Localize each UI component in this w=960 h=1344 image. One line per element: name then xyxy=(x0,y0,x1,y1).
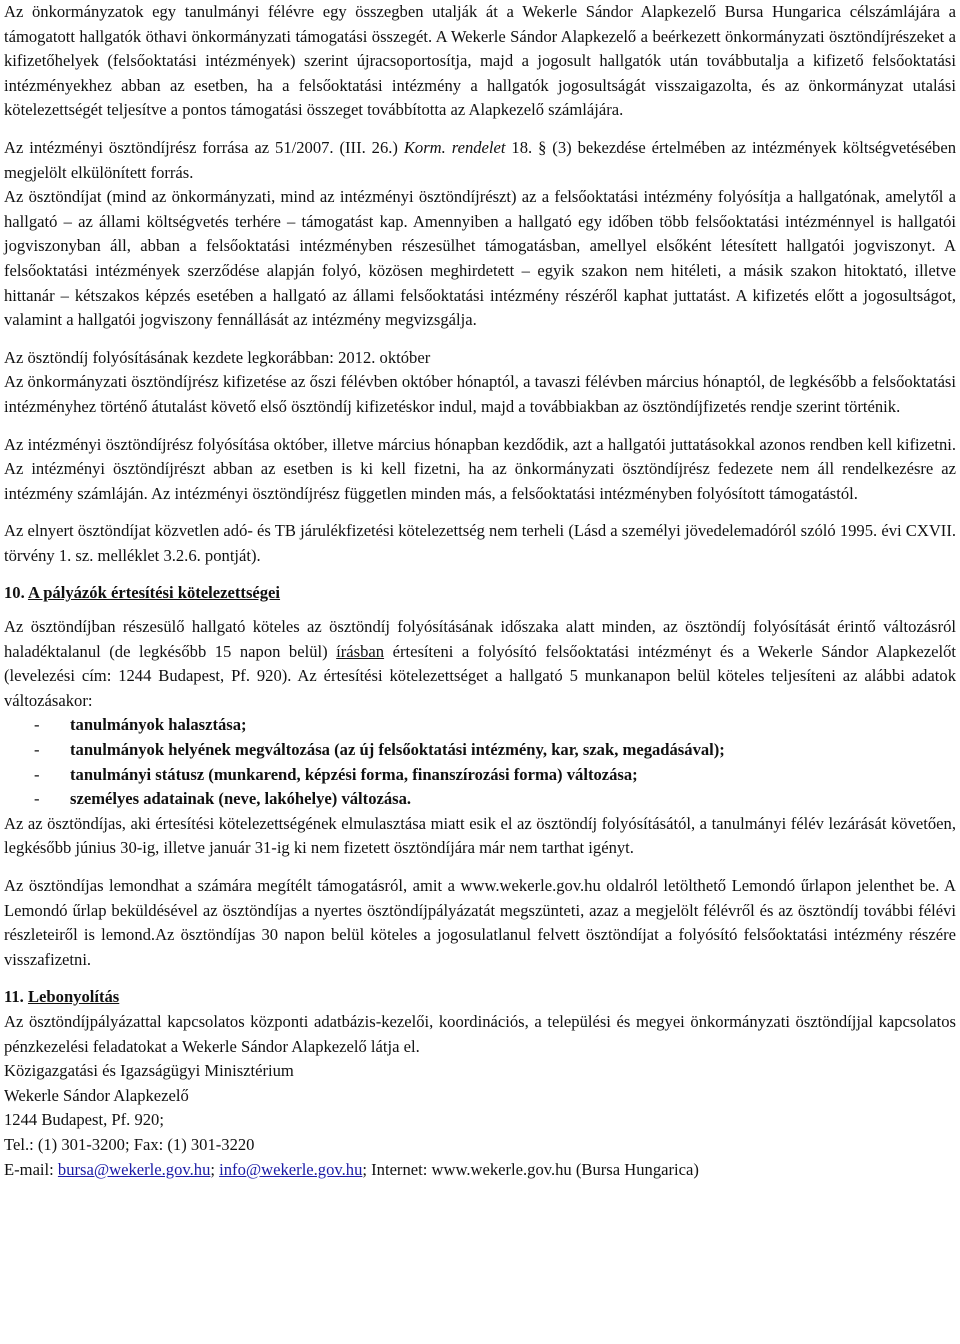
section-heading-10 xyxy=(4,581,956,606)
change-list xyxy=(4,713,956,811)
text-segment: Az ösztöndíjban részesülő hallgató köteles az ösztöndíj folyósításának időszaka alatt minden, az ösztöndíj folyósítását érintő változásról haladéktalanul (de legkésőbb 15 napon belül) xyxy=(4,617,956,661)
paragraph-municipal-payment: Az önkormányzati ösztöndíjrész kifizetése az őszi félévben október hónaptól, a tavaszi félévben március hónaptól, de legkésőbb a felsőoktatási intézményhez történő átutalást követő első ösztöndíj kifizetéskor indul, majd a továbbiakban az ösztöndíjfizetés rendje szerint történik. xyxy=(4,372,956,416)
paragraph-institutional-source xyxy=(4,136,956,185)
section-title: A pályázók értesítési kötelezettségei xyxy=(27,583,281,603)
section-number: 10. xyxy=(4,583,28,603)
text-segment: 18. § (3) bekezdése értelmében az intézmények költségvetésében megjelölt elkülönített forrás. xyxy=(4,137,956,182)
email-link-bursa[interactable]: bursa@wekerle.gov.hu xyxy=(57,1159,211,1179)
document-page xyxy=(4,0,956,1182)
italic-text: Korm. rendelet xyxy=(403,137,506,157)
separator: ; xyxy=(210,1159,220,1179)
dash-bullet: - xyxy=(34,789,40,809)
paragraph-start-date: Az ösztöndíj folyósításának kezdete legkorábban: 2012. október xyxy=(4,347,431,367)
paragraph-notification xyxy=(4,615,956,713)
underlined-text: írásban xyxy=(336,641,385,661)
dash-bullet: - xyxy=(34,740,40,760)
paragraph-tax: Az elnyert ösztöndíjat közvetlen adó- és TB járulékfizetési kötelezettség nem terheli (Lásd a személyi jövedelemadóról szóló 1995. évi CXVII. törvény 1. sz. melléklet 3.2.6. pontját). xyxy=(4,521,956,565)
paragraph-transfer: Az önkormányzatok egy tanulmányi félévre egy összegben utalják át a Wekerle Sándor Alapkezelő Bursa Hungarica célszámlájára a támogatott hallgatók öthavi önkormányzati támogatási összegét. A Wekerle Sándor Alapkezelő a beérkezett önkormányzati ösztöndíjrészeket a kifizetőhelyek (felsőoktatási intézmények) szerint újracsoportosítja, majd a jogosult hallgatók után továbbutalja a kifizető felsőoktatási intézményekhez abban az esetben, ha a felsőoktatási intézmény a hallgatók jogosultságát visszaigazolta, és az önkormányzat utalási kötelezettségét teljesítve a pontos támogatási összeget továbbította az Alapkezelő számlájára. xyxy=(4,2,956,120)
paragraph-administration: Az ösztöndíjpályázattal kapcsolatos központi adatbázis-kezelői, koordinációs, a települési és megyei önkormányzati ösztöndíjjal kapcsolatos pénzkezelési feladatokat a Wekerle Sándor Alapkezelő látja el. xyxy=(4,1011,956,1056)
section-title: Lebonyolítás xyxy=(27,987,120,1007)
contact-ministry: Közigazgatási és Igazságügyi Minisztérium xyxy=(4,1061,294,1081)
contact-organization: Wekerle Sándor Alapkezelő xyxy=(4,1085,189,1105)
paragraph-resignation: Az ösztöndíjas lemondhat a számára megítélt támogatásról, amit a www.wekerle.gov.hu oldalról letölthető Lemondó űrlapon jelenthet be. A Lemondó űrlap beküldésével az ösztöndíjas a nyertes ösztöndíjpályázatát megszünteti, azaz a megjelölt félévről és az ösztöndíj további félévi részleteiről is lemond.Az ösztöndíjas 30 napon belül köteles a jogosulatlanul felvett ösztöndíjat a folyósító felsőoktatási intézmény részére visszafizetni. xyxy=(4,876,956,969)
list-item: - tanulmányok halasztása; xyxy=(4,713,956,738)
contact-phone: Tel.: (1) 301-3200; Fax: (1) 301-3220 xyxy=(4,1134,255,1154)
email-link-info[interactable]: info@wekerle.gov.hu xyxy=(219,1159,363,1179)
dash-bullet: - xyxy=(34,764,40,784)
section-number: 11. xyxy=(4,987,28,1007)
dash-bullet: - xyxy=(34,715,40,735)
contact-address: 1244 Budapest, Pf. 920; xyxy=(4,1110,164,1130)
paragraph-institutional-payment: Az intézményi ösztöndíjrész folyósítása október, illetve március hónapban kezdődik, azt a hallgatói juttatásokkal azonos rendben kell kifizetni. Az intézményi ösztöndíjrészt abban az esetben is ki kell fizetni, ha az önkormányzati ösztöndíjrész fedezete nem áll rendelkezésre az intézmény számláján. Az intézményi ösztöndíjrész független minden más, a felsőoktatási intézményben folyósított támogatástól. xyxy=(4,434,956,503)
list-item: - személyes adatainak (neve, lakóhelye) változása. xyxy=(4,787,956,812)
paragraph-forfeit: Az az ösztöndíjas, aki értesítési kötelezettségének elmulasztása miatt esik el az ösztöndíj folyósításától, a tanulmányi félév lezárását követően, legkésőbb június 30-ig, illetve január 31-ig ki nem fizetett ösztöndíjára már nem tarthat igényt. xyxy=(4,813,956,858)
internet-text: ; Internet: www.wekerle.gov.hu (Bursa Hungarica) xyxy=(362,1159,699,1179)
paragraph-disbursement: Az ösztöndíjat (mind az önkormányzati, mind az intézményi ösztöndíjrészt) az a felsőoktatási intézmény folyósítja a hallgatónak, amelytől a hallgató – az állami költségvetés terhére – támogatást kap. Amennyiben a hallgató egy időben több felsőoktatási intézménnyel is hallgatói jogviszonyban áll, abban a felsőoktatási intézményben részesülhet támogatásban, amellyel elsőként létesített hallgatói jogviszonyt. A felsőoktatási intézmények szerződése alapján folyó, közösen meghirdetett – egyik szakon nem hitéleti, a másik szakon hitoktató, illetve hittanár – kétszakos képzés esetében a hallgató az állami felsőoktatási intézmény részéről kaphat juttatást. A kifizetés előtt a jogosultságot, valamint a hallgatói jogviszony fennállását az intézmény megvizsgálja. xyxy=(4,187,956,330)
list-item: - tanulmányok helyének megváltozása (az új felsőoktatási intézmény, kar, szak, megadásával); xyxy=(4,738,956,763)
section-heading-11 xyxy=(4,985,956,1010)
email-label: E-mail: xyxy=(4,1159,58,1179)
text-segment: értesíteni a folyósító felsőoktatási intézményt és a Wekerle Sándor Alapkezelőt (levelezési cím: 1244 Budapest, Pf. 920). Az értesítési kötelezettséget a hallgató 5 munkanapon belül köteles teljesíteni az alábbi adatok változásakor: xyxy=(4,641,956,710)
text-segment: Az intézményi ösztöndíjrész forrása az 51/2007. (III. 26.) xyxy=(4,137,404,157)
contact-email-line xyxy=(4,1158,956,1183)
list-item: - tanulmányi státusz (munkarend, képzési forma, finanszírozási forma) változása; xyxy=(4,763,956,788)
